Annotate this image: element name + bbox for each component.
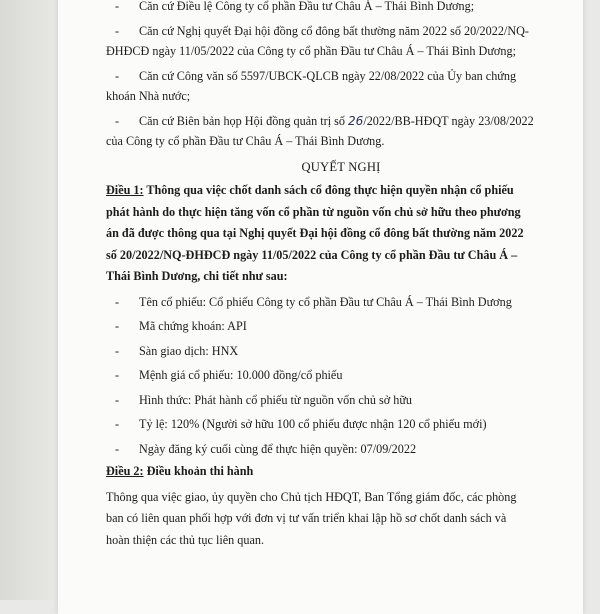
scan-shadow xyxy=(0,0,58,600)
article-1-intro: Điều 1: Thông qua việc chốt danh sách cổ đông thực hiện quyền nhận cổ phiếu phát hành do thực hiện tăng vốn cổ phần từ nguồn vốn chủ sở hữu theo phương án đã được thông qua tại Nghị quyết Đại hội đồng cổ đông bất thường năm 2022 số 20/2022/NQ-ĐHĐCĐ ngày 11/05/2022 của Công ty cổ phần Đầu tư Châu Á – Thái Bình Dương, chi tiết như sau: xyxy=(106,183,524,283)
handwritten-number: 26 xyxy=(348,113,364,128)
list-item: - Mã chứng khoán: API xyxy=(115,319,247,333)
article-2-body: Thông qua việc giao, ủy quyền cho Chủ tịch HĐQT, Ban Tổng giám đốc, các phòng ban có liên quan phối hợp với đơn vị tư vấn triển khai lập hồ sơ chốt danh sách và hoàn thiện các thủ tục liên quan. xyxy=(106,489,517,547)
legal-basis-continuation: khoán Nhà nước; xyxy=(106,89,191,103)
list-item: - Tỷ lệ: 120% (Người sở hữu 100 cổ phiếu được nhận 120 cổ phiếu mới) xyxy=(115,417,487,431)
document-page xyxy=(58,0,583,614)
list-item: - Ngày đăng ký cuối cùng để thực hiện quyền: 07/09/2022 xyxy=(115,441,417,456)
legal-basis-item: - Căn cứ Điều lệ Công ty cổ phần Đầu tư Châu Á – Thái Bình Dương; xyxy=(115,0,475,13)
document-body xyxy=(106,0,576,551)
article-2-title: Điều 2: Điều khoản thi hành xyxy=(106,464,254,478)
list-item: - Sàn giao dịch: HNX xyxy=(115,343,239,358)
list-item: - Hình thức: Phát hành cổ phiếu từ nguồn vốn chủ sở hữu xyxy=(115,392,413,407)
list-item: - Tên cổ phiếu: Cổ phiếu Công ty cổ phần Đầu tư Châu Á – Thái Bình Dương xyxy=(115,294,512,309)
legal-basis-continuation: của Công ty cổ phần Đầu tư Châu Á – Thái Bình Dương. xyxy=(106,134,385,148)
article-1-label: Điều 1: xyxy=(106,183,144,197)
resolution-heading: QUYẾT NGHỊ xyxy=(301,159,381,174)
legal-basis-list xyxy=(106,0,576,153)
list-item: - Mệnh giá cổ phiếu: 10.000 đồng/cổ phiếu xyxy=(115,368,343,382)
share-details-list xyxy=(106,292,576,461)
legal-basis-item: - Căn cứ Nghị quyết Đại hội đồng cổ đông bất thường năm 2022 số 20/2022/NQ- xyxy=(115,23,529,38)
legal-basis-item: - Căn cứ Biên bản họp Hội đồng quản trị số 26/2022/BB-HĐQT ngày 23/08/2022 xyxy=(115,113,534,128)
legal-basis-continuation: ĐHĐCĐ ngày 11/05/2022 của Công ty cổ phần Đầu tư Châu Á – Thái Bình Dương; xyxy=(106,44,516,58)
legal-basis-item: - Căn cứ Công văn số 5597/UBCK-QLCB ngày 22/08/2022 của Ủy ban chứng xyxy=(115,68,517,83)
article-2-label: Điều 2: xyxy=(106,464,144,478)
